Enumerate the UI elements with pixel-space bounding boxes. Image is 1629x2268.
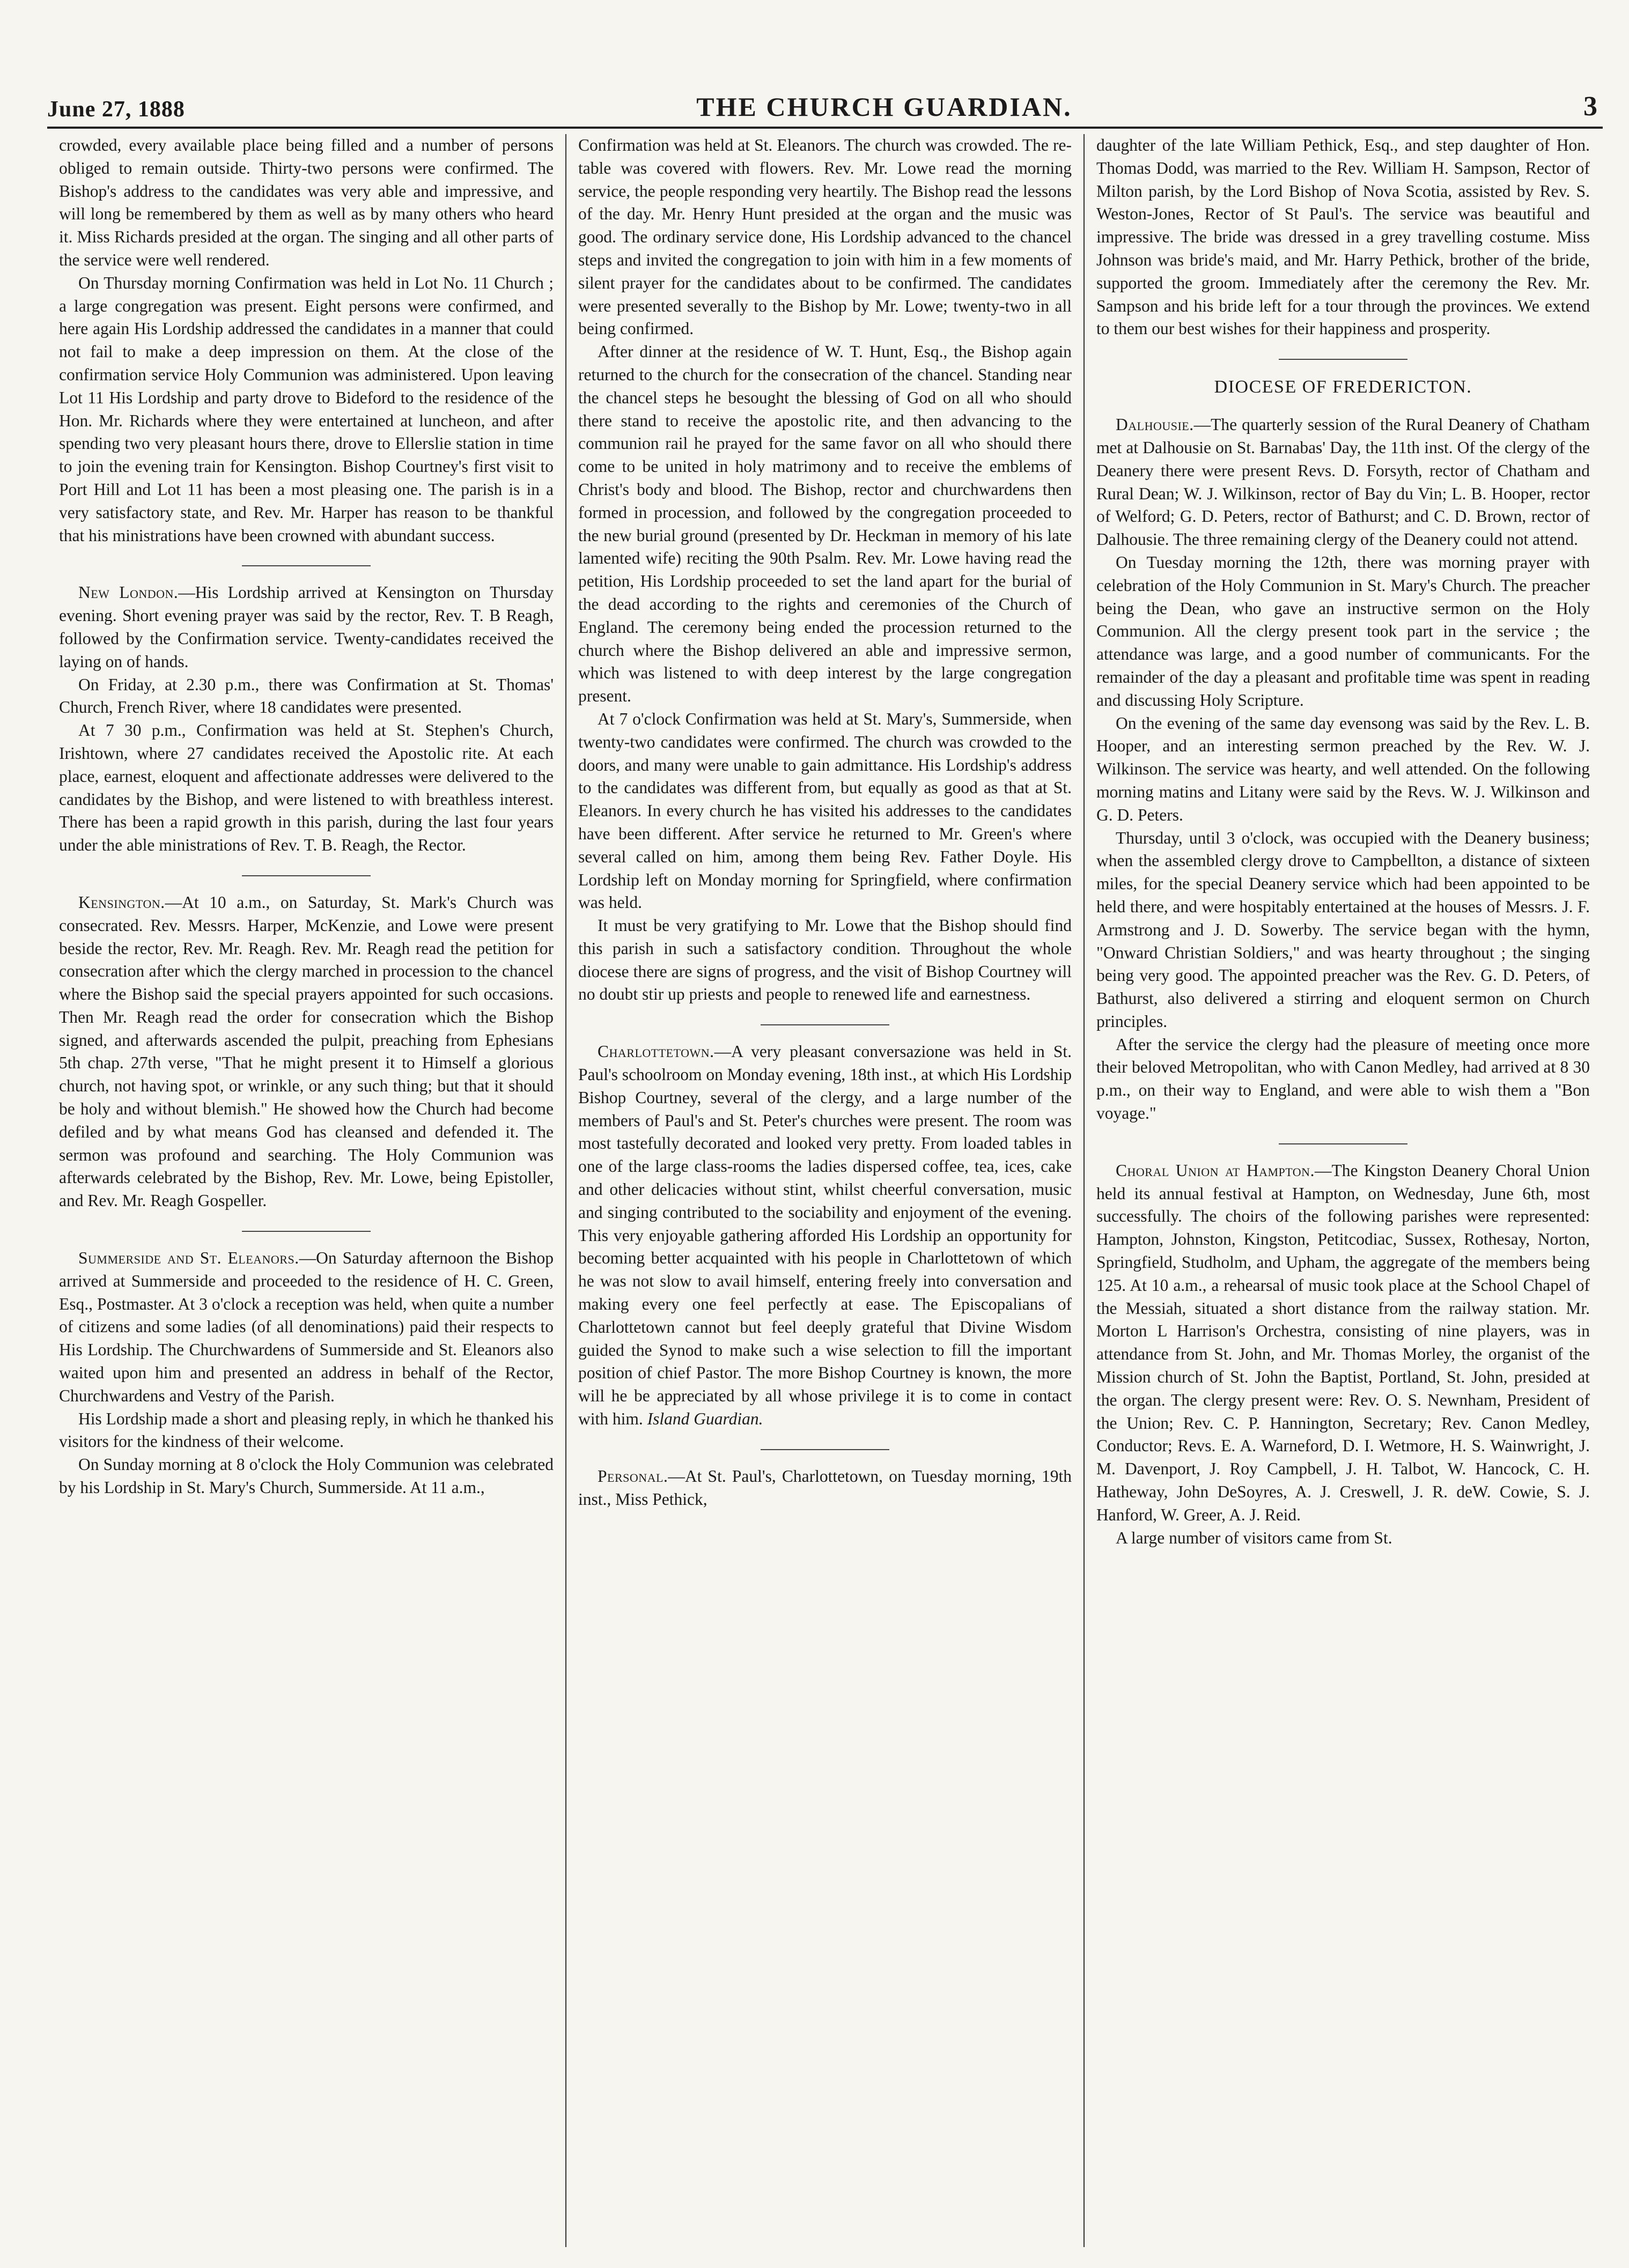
column-1 (47, 134, 565, 2247)
article-columns (47, 134, 1603, 2247)
paragraph (59, 891, 554, 1213)
paragraph: On Friday, at 2.30 p.m., there was Confirmation at St. Thomas' Church, French River, where 18 candidates were presented. (59, 675, 554, 717)
paragraph (1096, 1159, 1590, 1527)
paragraph (1096, 413, 1590, 551)
issue-date: June 27, 1888 (47, 97, 185, 122)
paragraph: At 7 30 p.m., Confirmation was held at St. Stephen's Church, Irishtown, where 27 candidates received the Apostolic rite. At each place, earnest, eloquent and affectionate addresses were delivered to the candidates by the Bishop, and were listened to with breathless interest. There has been a rapid growth in this parish, during the last four years under the able ministrations of Rev. T. B. Reagh, the Rector. (59, 721, 554, 855)
section-lead: Dalhousie. (1116, 415, 1194, 434)
header-rule (47, 127, 1603, 129)
paragraph (59, 1247, 554, 1408)
section-divider (1279, 359, 1407, 360)
paragraph-text: —At 10 a.m., on Saturday, St. Mark's Church was consecrated. Rev. Messrs. Harper, McKenzie, and Lowe were present beside the rector, Rev. Mr. Reagh. Rev. Mr. Reagh read the petition for consecration after which the clergy marched in procession to the chancel where the Bishop said the special prayers appointed for such occasions. Then Mr. Reagh read the order for consecration which the Bishop signed, and afterwards ascended the pulpit, preaching from Ephesians 5th chap. 27th verse, "That he might present it to Himself a glorious church, not having spot, or wrinkle, or any such thing; but that it should be holy and without blemish." He showed how the Church had become defiled and by what means God has cleansed and defended it. The sermon was profound and searching. The Holy Communion was afterwards celebrated by the Bishop, Rev. Mr. Lowe, being Epistoller, and Rev. Mr. Reagh Gospeller. (59, 892, 554, 1210)
paragraph: On Thursday morning Confirmation was held in Lot No. 11 Church ; a large congregation was present. Eight persons were confirmed, and here again His Lordship addressed the candidates in a manner that could not fail to make a deep impression on them. At the close of the confirmation service Holy Communion was administered. Upon leaving Lot 11 His Lordship and party drove to Bideford to the residence of the Hon. Mr. Richards where they were entertained at luncheon, and after spending two very pleasant hours there, drove to Ellerslie station in time to join the evening train for Kensington. Bishop Courtney's first visit to Port Hill and Lot 11 has been a most pleasing one. The parish is in a very satisfactory state, and Rev. Mr. Harper has reason to be thankful that his ministrations have been crowned with abundant success. (59, 273, 554, 545)
section-divider (242, 1231, 371, 1232)
paragraph (59, 581, 554, 673)
paragraph-text: —A very pleasant conversazione was held in St. Paul's schoolroom on Monday evening, 18th inst., at which His Lordship Bishop Courtney, several of the clergy, and a large number of the members of Paul's and St. Peter's churches were present. The room was most tastefully decorated and looked very pretty. From loaded tables in one of the large class-rooms the ladies dispersed coffee, tea, ices, cake and other delicacies without stint, whilst cheerful conversation, music and singing contributed to the sociability and enjoyment of the evening. This very enjoyable gathering afforded His Lordship an opportunity for becoming better acquainted with his people in Charlottetown of which he was not slow to avail himself, entering freely into conversation and making every one feel perfectly at ease. The Episcopalians of Charlottetown cannot but feel deeply grateful that Divine Wisdom guided the Synod to make such a wise selection to fill the important position of chief Pastor. The more Bishop Courtney is known, the more will he be appreciated by all whose privilege it is to come in contact with him. (578, 1042, 1072, 1429)
section-lead: Kensington. (78, 892, 165, 912)
paragraph: Thursday, until 3 o'clock, was occupied with the Deanery business; when the assembled clergy drove to Campbellton, a distance of sixteen miles, for the special Deanery service which had been appointed to be held there, and were hospitably entertained at the houses of Messrs. J. F. Armstrong and J. D. Sowerby. The service began with the hymn, "Onward Christian Soldiers," and was hearty throughout ; the singing being very good. The appointed preacher was the Rev. G. D. Peters, of Bathurst, also delivered a stirring and eloquent sermon on Church principles. (1096, 828, 1590, 1031)
column-2 (565, 134, 1083, 2247)
section-lead: Summerside and St. Eleanors. (78, 1248, 299, 1268)
section-divider (242, 875, 371, 876)
paragraph: At 7 o'clock Confirmation was held at St. Mary's, Summerside, when twenty-two candidates were confirmed. The church was crowded to the doors, and many were unable to gain admittance. His Lordship's address to the candidates was different from, but equally as good as that at St. Eleanors. In every church he has visited his addresses to the candidates have been different. After service he returned to Mr. Green's where several called on him, among them being Rev. Father Doyle. His Lordship left on Monday morning for Springfield, where confirmation was held. (578, 709, 1072, 912)
section-lead: Charlottetown. (598, 1042, 714, 1061)
section-divider (242, 565, 371, 566)
paragraph: A large number of visitors came from St. (1116, 1528, 1392, 1547)
paragraph: After dinner at the residence of W. T. Hunt, Esq., the Bishop again returned to the church for the consecration of the chancel. Standing near the chancel steps he besought the blessing of God on all who should there stand to receive the apostolic rite, and then advancing to the communion rail he prayed for the same favor on all who should there come to be united in holy matrimony and to receive the emblems of Christ's body and blood. The Bishop, rector and churchwardens then formed in procession, and followed by the congregation proceeded to the new burial ground (presented by Dr. Heckman in memory of his late lamented wife) reciting the 90th Psalm. Rev. Mr. Lowe having read the petition, His Lordship proceeded to set the land apart for the burial of the dead according to the rights and ceremonies of the Church of England. The ceremony being ended the procession returned to the church where the Bishop delivered an able and impressive sermon, which was listened to with deep interest by the large congregation present. (578, 342, 1072, 706)
paragraph: It must be very gratifying to Mr. Lowe that the Bishop should find this parish in such a satisfactory condition. Throughout the whole diocese there are signs of progress, and the visit of Bishop Courtney will no doubt stir up priests and people to renewed life and earnestness. (578, 916, 1072, 1004)
newspaper-title: THE CHURCH GUARDIAN. (696, 92, 1072, 122)
section-lead: Choral Union at Hampton. (1116, 1161, 1315, 1180)
column-3 (1083, 134, 1602, 2247)
section-heading: DIOCESE OF FREDERICTON. (1214, 377, 1472, 397)
paragraph: After the service the clergy had the pleasure of meeting once more their beloved Metropolitan, who with Canon Medley, had arrived at 8 30 p.m., on their way to England, and were able to wish them a "Bon voyage." (1096, 1035, 1590, 1123)
paragraph: daughter of the late William Pethick, Esq., and step daughter of Hon. Thomas Dodd, was married to the Rev. William H. Sampson, Rector of Milton parish, by the Lord Bishop of Nova Scotia, assisted by Rev. S. Weston-Jones, Rector of St Paul's. The service was beautiful and impressive. The bride was dressed in a grey travelling costume. Miss Johnson was bride's maid, and Mr. Harry Pethick, brother of the bride, supported the groom. Immediately after the ceremony the Rev. Mr. Sampson and his bride left for a tour through the provinces. We extend to them our best wishes for their happiness and prosperity. (1096, 136, 1590, 338)
paragraph-text: —On Saturday afternoon the Bishop arrived at Summerside and proceeded to the residence of H. C. Green, Esq., Postmaster. At 3 o'clock a reception was held, when quite a number of citizens and some ladies (of all denominations) paid their respects to His Lordship. The Churchwardens of Summerside and St. Eleanors also waited upon him and presented an address in behalf of the Rector, Churchwardens and Vestry of the Parish. (59, 1248, 554, 1405)
page-number: 3 (1583, 91, 1597, 122)
paragraph: On Sunday morning at 8 o'clock the Holy Communion was celebrated by his Lordship in St. Mary's Church, Summerside. At 11 a.m., (59, 1455, 554, 1497)
paragraph-text: —At St. Paul's, Charlottetown, on Tuesday morning, 19th inst., Miss Pethick, (578, 1466, 1072, 1509)
paragraph: On Tuesday morning the 12th, there was morning prayer with celebration of the Holy Communion in St. Mary's Church. The preacher being the Dean, who gave an instructive sermon on the Holy Communion. All the clergy present took part in the service ; the attendance was large, and a good number of communicants. For the remainder of the day a pleasant and profitable time was spent in reading and discussing Holy Scripture. (1096, 552, 1590, 710)
section-divider (761, 1024, 889, 1025)
paragraph-text: —The Kingston Deanery Choral Union held its annual festival at Hampton, on Wednesday, June 6th, most successfully. The choirs of the following parishes were represented: Hampton, Johnston, Kingston, Petitcodiac, Sussex, Rothesay, Norton, Springfield, Studholm, and Upham, the aggregate of the members being 125. At 10 a.m., a rehearsal of music took place at the School Chapel of the Messiah, situated a short distance from the railway station. Mr. Morton L Harrison's Orchestra, consisting of nine players, was in attendance from St. John, and Mr. Thomas Morley, the organist of the Mission church of St. John the Baptist, Portland, St. John, presided at the organ. The clergy present were: Rev. O. S. Newnham, President of the Union; Rev. C. P. Hannington, Secretary; Rev. Canon Medley, Conductor; Revs. E. A. Warneford, D. I. Wetmore, H. S. Wainwright, J. M. Davenport, J. Roy Campbell, J. H. Talbot, W. Hancock, C. H. Hatheway, John DeSoyres, A. J. Creswell, J. R. deW. Cowie, S. J. Hanford, W. Greer, A. J. Reid. (1096, 1161, 1590, 1524)
section-divider (761, 1449, 889, 1450)
section-lead: Personal. (598, 1466, 668, 1486)
paragraph: crowded, every available place being filled and a number of persons obliged to remain outside. Thirty-two persons were confirmed. The Bishop's address to the candidates was very able and impressive, and will long be remembered by them as well as by many others who heard it. Miss Richards presided at the organ. The singing and all other parts of the service were well rendered. (59, 136, 554, 269)
source-signature: Island Guardian. (647, 1409, 763, 1429)
paragraph (578, 1465, 1072, 1511)
paragraph: Confirmation was held at St. Eleanors. The church was crowded. The re-table was covered with flowers. Rev. Mr. Lowe read the morning service, the people responding very heartily. The Bishop read the lessons of the day. Mr. Henry Hunt presided at the organ and the music was good. The ordinary service done, His Lordship advanced to the chancel steps and invited the congregation to join with him in a few moments of silent prayer for the candidates about to be confirmed. The candidates were presented severally to the Bishop by Mr. Lowe; twenty-two in all being confirmed. (578, 136, 1072, 338)
section-lead: New London. (78, 583, 179, 602)
paragraph-text: —His Lordship arrived at Kensington on Thursday evening. Short evening prayer was said by the rector, Rev. T. B Reagh, followed by the Confirmation service. Twenty-candidates received the laying on of hands. (59, 583, 554, 671)
page-header (47, 85, 1603, 122)
paragraph-text: —The quarterly session of the Rural Deanery of Chatham met at Dalhousie on St. Barnabas' Day, the 11th inst. Of the clergy of the Deanery there were present Revs. D. Forsyth, rector of Chatham and Rural Dean; W. J. Wilkinson, rector of Bay du Vin; L. B. Hooper, rector of Welford; G. D. Peters, rector of Bathurst; and C. D. Brown, rector of Dalhousie. The three remaining clergy of the Deanery could not attend. (1096, 415, 1590, 549)
paragraph: On the evening of the same day evensong was said by the Rev. L. B. Hooper, and an interesting sermon preached by the Rev. W. J. Wilkinson. The service was hearty, and well attended. On the following morning matins and Litany were said by the Revs. W. J. Wilkinson and G. D. Peters. (1096, 713, 1590, 824)
paragraph: His Lordship made a short and pleasing reply, in which he thanked his visitors for the kindness of their welcome. (59, 1409, 554, 1451)
section-divider (1279, 1143, 1407, 1144)
paragraph (578, 1040, 1072, 1431)
